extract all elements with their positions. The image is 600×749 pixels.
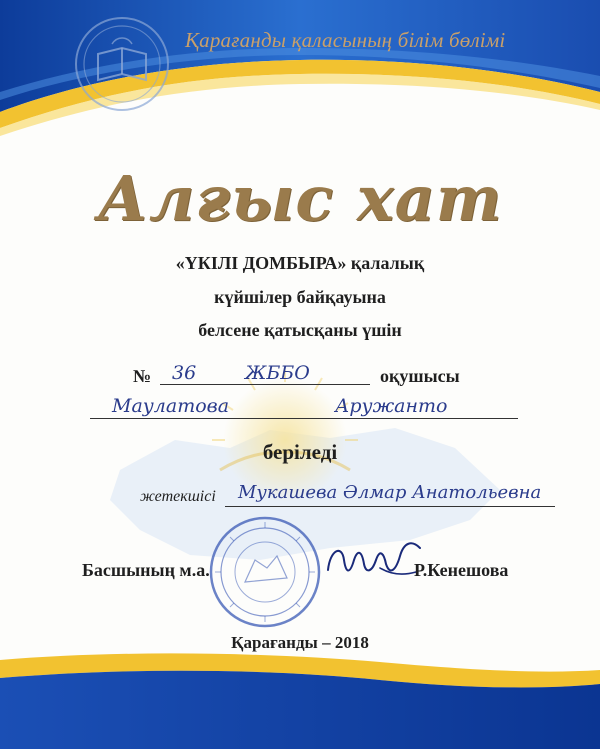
footer-city-year: Қарағанды – 2018 bbox=[231, 633, 369, 652]
school-number: 36 bbox=[172, 362, 197, 384]
contest-line-2: күйшілер байқауына bbox=[214, 287, 386, 307]
mentor-row bbox=[0, 482, 600, 512]
contest-line-1: «ҮКІЛІ ДОМБЫРА» қалалық bbox=[175, 253, 425, 273]
head-position-label: Басшының м.а. bbox=[82, 560, 210, 580]
student-first-name: Аружанто bbox=[335, 395, 448, 417]
certificate-title: Алғыс хат bbox=[97, 162, 503, 235]
number-sign: № bbox=[133, 366, 152, 386]
mentor-name: Мукашева Әлмар Анатольевна bbox=[238, 482, 542, 503]
given-label: беріледі bbox=[262, 440, 338, 464]
school-row bbox=[0, 362, 600, 392]
student-underline bbox=[90, 418, 518, 419]
education-emblem-icon bbox=[72, 14, 172, 114]
head-name: Р.Кенешова bbox=[414, 560, 509, 580]
mentor-label: жетекшісі bbox=[140, 488, 216, 505]
department-title: Қарағанды қаласының білім бөлімі bbox=[185, 28, 506, 52]
student-row bbox=[0, 395, 600, 425]
official-stamp-seal bbox=[205, 512, 325, 632]
school-underline bbox=[160, 384, 370, 385]
mentor-underline bbox=[225, 506, 555, 507]
contest-line-3: белсене қатысқаны үшін bbox=[198, 320, 402, 340]
student-surname: Маулатова bbox=[112, 395, 230, 417]
pupil-label: оқушысы bbox=[380, 366, 460, 386]
school-name: ЖББО bbox=[245, 362, 310, 384]
